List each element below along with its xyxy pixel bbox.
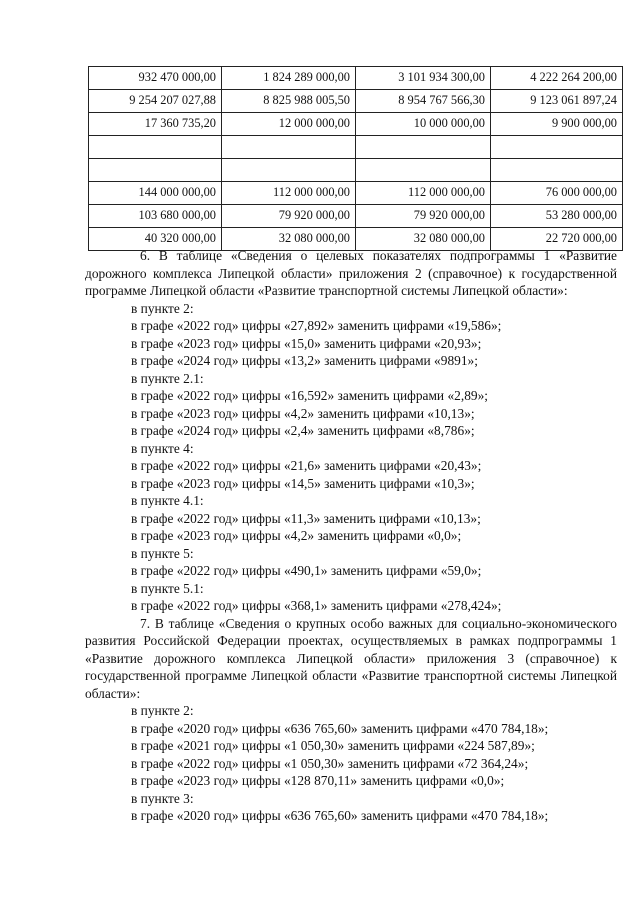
amendment-line: в графе «2020 год» цифры «636 765,60» заменить цифрами «470 784,18»;	[131, 808, 549, 823]
table-cell: 17 360 735,20	[89, 113, 222, 136]
table-cell: 144 000 000,00	[89, 182, 222, 205]
table-cell	[356, 136, 491, 159]
table-cell: 8 825 988 005,50	[222, 90, 356, 113]
table-cell: 53 280 000,00	[491, 205, 623, 228]
amendment-line: в графе «2022 год» цифры «11,3» заменить цифрами «10,13»;	[131, 510, 481, 526]
document-body	[85, 247, 617, 825]
amendment-line: в графе «2022 год» цифры «27,892» заменить цифрами «19,586»;	[131, 318, 502, 333]
amendment-line: в графе «2022 год» цифры «21,6» заменить цифрами «20,43»;	[131, 458, 482, 473]
table-cell	[491, 136, 623, 159]
table-cell: 79 920 000,00	[222, 205, 356, 228]
table-cell: 9 900 000,00	[491, 113, 623, 136]
table-cell	[222, 159, 356, 182]
table-cell: 9 254 207 027,88	[89, 90, 222, 113]
amendment-line: в пункте 3:	[131, 790, 194, 806]
table-cell: 10 000 000,00	[356, 113, 491, 136]
table-row	[89, 113, 623, 136]
item-6-changes	[85, 300, 617, 615]
table-cell	[356, 159, 491, 182]
amendment-line: в графе «2023 год» цифры «14,5» заменить цифрами «10,3»;	[131, 475, 475, 491]
table-cell	[89, 136, 222, 159]
table-cell: 40 320 000,00	[89, 228, 222, 251]
table-row	[89, 205, 623, 228]
table-cell: 932 470 000,00	[89, 67, 222, 90]
table-row	[89, 67, 623, 90]
amendment-line: в графе «2020 год» цифры «636 765,60» заменить цифрами «470 784,18»;	[131, 720, 549, 736]
amendment-line: в пункте 4:	[131, 440, 194, 456]
item-6-intro: 6. В таблице «Сведения о целевых показателях подпрограммы 1 «Развитие дорожного комплекса Липецкой области» приложения 2 (справочное) к государственной программе Липецкой области «Развитие транспортной системы Липецкой области»:	[85, 248, 617, 298]
table-cell: 103 680 000,00	[89, 205, 222, 228]
amendment-line: в графе «2023 год» цифры «128 870,11» заменить цифрами «0,0»;	[131, 773, 505, 788]
item-7-changes	[85, 702, 617, 825]
amendment-line: в графе «2022 год» цифры «16,592» заменить цифрами «2,89»;	[131, 388, 488, 403]
table-cell: 1 824 289 000,00	[222, 67, 356, 90]
table-cell	[491, 159, 623, 182]
table-cell: 4 222 264 200,00	[491, 67, 623, 90]
amendment-line: в графе «2024 год» цифры «13,2» заменить цифрами «9891»;	[131, 353, 478, 368]
table-cell: 112 000 000,00	[222, 182, 356, 205]
amendment-line: в пункте 2.1:	[131, 370, 204, 386]
amendment-line: в пункте 4.1:	[131, 493, 204, 508]
table-cell: 12 000 000,00	[222, 113, 356, 136]
amendment-line: в пункте 5:	[131, 545, 194, 561]
amendment-line: в графе «2023 год» цифры «4,2» заменить цифрами «0,0»;	[131, 528, 462, 543]
table-cell	[222, 136, 356, 159]
table-cell	[89, 159, 222, 182]
table-cell: 22 720 000,00	[491, 228, 623, 251]
amendment-line: в графе «2021 год» цифры «1 050,30» заменить цифрами «224 587,89»;	[131, 738, 535, 753]
amendment-line: в графе «2022 год» цифры «1 050,30» заменить цифрами «72 364,24»;	[131, 755, 529, 771]
table-cell: 32 080 000,00	[222, 228, 356, 251]
table-cell: 8 954 767 566,30	[356, 90, 491, 113]
amendment-line: в пункте 5.1:	[131, 580, 204, 596]
table-cell: 32 080 000,00	[356, 228, 491, 251]
amendment-line: в графе «2022 год» цифры «368,1» заменить цифрами «278,424»;	[131, 598, 502, 613]
table-row	[89, 90, 623, 113]
table-row	[89, 182, 623, 205]
amendment-line: в графе «2024 год» цифры «2,4» заменить цифрами «8,786»;	[131, 423, 475, 438]
table-cell: 9 123 061 897,24	[491, 90, 623, 113]
amendment-line: в графе «2023 год» цифры «4,2» заменить цифрами «10,13»;	[131, 405, 475, 421]
table-cell: 79 920 000,00	[356, 205, 491, 228]
financing-table-body	[89, 67, 623, 251]
amendment-line: в графе «2023 год» цифры «15,0» заменить цифрами «20,93»;	[131, 335, 482, 351]
amendment-line: в пункте 2:	[131, 300, 194, 316]
table-cell: 76 000 000,00	[491, 182, 623, 205]
table-row	[89, 136, 623, 159]
table-cell: 112 000 000,00	[356, 182, 491, 205]
amendment-line: в пункте 2:	[131, 703, 194, 718]
table-row	[89, 159, 623, 182]
amendment-line: в графе «2022 год» цифры «490,1» заменить цифрами «59,0»;	[131, 563, 482, 578]
financing-table	[88, 66, 623, 251]
table-cell: 3 101 934 300,00	[356, 67, 491, 90]
item-7-intro: 7. В таблице «Сведения о крупных особо важных для социально-экономического развития Российской Федерации проектах, осуществляемых в рамках подпрограммы 1 «Развитие дорожного комплекса Липецкой области» приложения 3 (справочное) к государственной программе Липецкой области «Развитие транспортной системы Липецкой области»:	[85, 615, 617, 701]
